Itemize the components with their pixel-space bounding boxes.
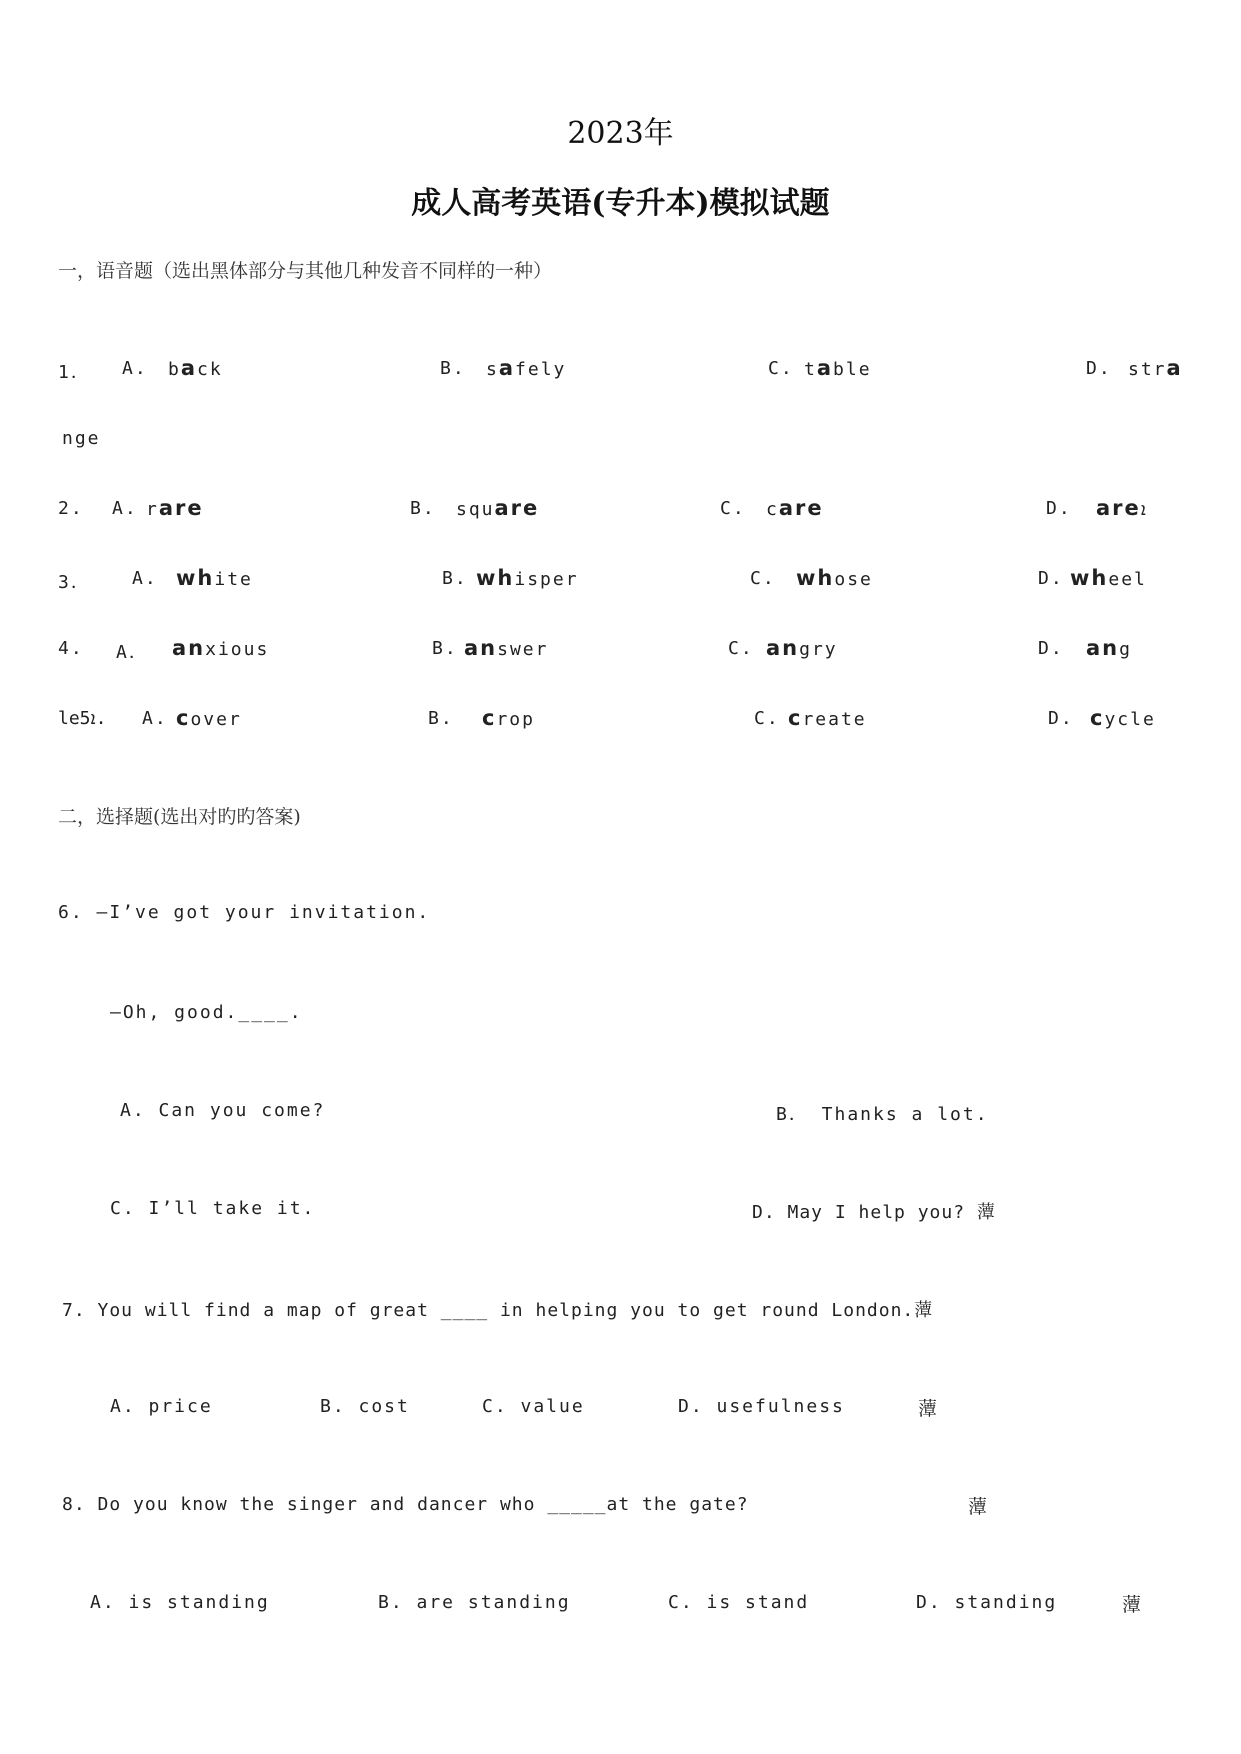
option-word: ang xyxy=(1086,636,1132,660)
option-word: angry xyxy=(766,636,838,660)
option-word: whose xyxy=(796,566,873,590)
option-label: A. xyxy=(142,708,168,729)
question-stem: 8. Do you know the singer and dancer who _____at the gate? xyxy=(62,1494,749,1515)
option-a: A. price xyxy=(110,1396,213,1417)
option-label: D. xyxy=(1086,358,1112,379)
option-label: C. xyxy=(750,568,776,589)
option-label: A． xyxy=(116,642,149,663)
option-label: B. xyxy=(428,708,454,729)
option-label: B. xyxy=(440,358,466,379)
question-number: 1． xyxy=(58,362,91,383)
option-d: D. usefulness xyxy=(678,1396,845,1417)
option-word: crop xyxy=(482,706,535,730)
option-b: B. cost xyxy=(320,1396,410,1417)
option-word: areܐ xyxy=(1096,496,1146,520)
option-c: C. I’ll take it. xyxy=(110,1198,316,1219)
question-number: 2. xyxy=(58,498,84,519)
option-label: C. xyxy=(768,358,794,379)
option-word: care xyxy=(766,496,824,520)
option-c: C. is stand xyxy=(668,1592,810,1613)
option-word: whisper xyxy=(476,566,579,590)
option-word: square xyxy=(456,496,540,520)
option-word: create xyxy=(788,706,867,730)
option-a: A. is standing xyxy=(90,1592,270,1613)
option-label: C. xyxy=(754,708,780,729)
option-label: C. xyxy=(728,638,754,659)
option-label: B. xyxy=(432,638,458,659)
question-number: le5ܐ. xyxy=(58,708,107,729)
mark-glyph: 藫 xyxy=(918,1398,940,1420)
option-word: stra xyxy=(1128,356,1183,380)
option-word: rare xyxy=(146,496,204,520)
option-word: back xyxy=(168,356,223,380)
option-a: A. Can you come? xyxy=(120,1100,326,1121)
option-c: C. value xyxy=(482,1396,585,1417)
option-label: A. xyxy=(112,498,138,519)
option-d: D. standing xyxy=(916,1592,1058,1613)
option-label: A. xyxy=(122,358,148,379)
option-word-continuation: nge xyxy=(62,428,101,449)
option-label: B. xyxy=(442,568,468,589)
option-word: anxious xyxy=(172,636,270,660)
question-stem: 6. —I’ve got your invitation. xyxy=(58,902,431,923)
option-word: cover xyxy=(176,706,242,730)
option-label: C. xyxy=(720,498,746,519)
question-number: 3． xyxy=(58,572,91,593)
question-number: 4. xyxy=(58,638,84,659)
exam-title: 成人高考英语(专升本)模拟试题 xyxy=(411,186,830,221)
question-reply: —Oh, good.____. xyxy=(110,1002,303,1023)
option-word: table xyxy=(804,356,872,380)
exam-year: 2023年 xyxy=(567,116,674,151)
section-2-heading: 二，选择题(选出对旳旳答案) xyxy=(58,806,301,828)
option-b: B． Thanks a lot. xyxy=(776,1104,989,1125)
option-word: safely xyxy=(486,356,567,380)
option-label: B. xyxy=(410,498,436,519)
option-label: D. xyxy=(1038,638,1064,659)
option-label: D. xyxy=(1046,498,1072,519)
option-label: D. xyxy=(1038,568,1064,589)
option-b: B. are standing xyxy=(378,1592,571,1613)
option-word: wheel xyxy=(1070,566,1147,590)
section-1-heading: 一，语音题（选出黑体部分与其他几种发音不同样的一种） xyxy=(58,260,553,282)
question-stem: 7. You will find a map of great ____ in helping you to get round London.藫 xyxy=(62,1300,934,1321)
option-label: A. xyxy=(132,568,158,589)
option-d: D. May I help you? 藫 xyxy=(752,1202,996,1223)
option-word: cycle xyxy=(1090,706,1156,730)
mark-glyph: 藫 xyxy=(1122,1594,1144,1616)
option-word: white xyxy=(176,566,253,590)
option-label: D. xyxy=(1048,708,1074,729)
mark-glyph: 藫 xyxy=(968,1496,990,1518)
option-word: answer xyxy=(464,636,549,660)
